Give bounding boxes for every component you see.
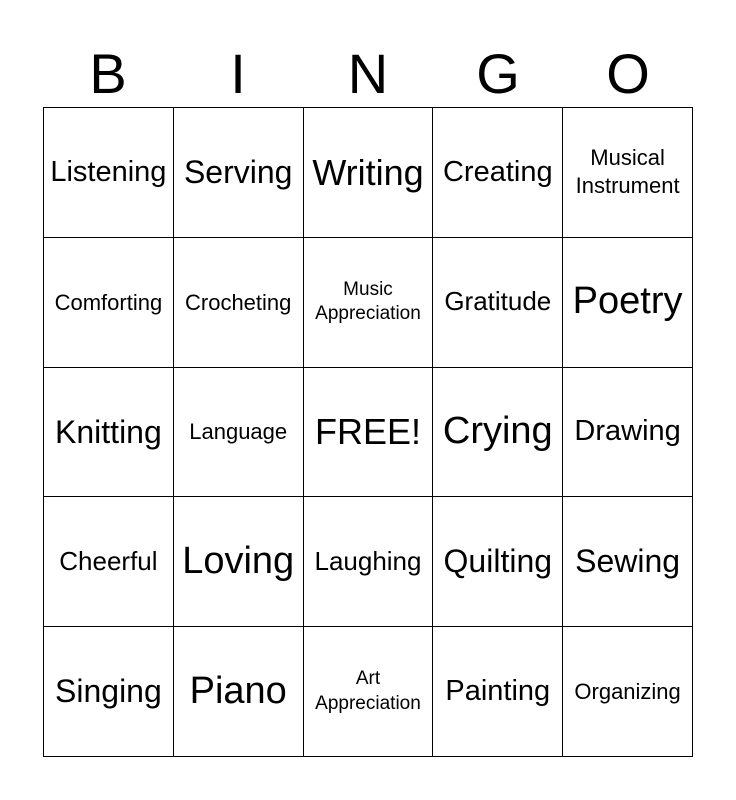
cell-label: Organizing [574,678,681,704]
cell-label: Music Appreciation [315,278,421,325]
bingo-cell [44,238,174,368]
bingo-cell [433,497,563,627]
bingo-cell [563,627,693,757]
bingo-cell [563,497,693,627]
bingo-cell [304,497,434,627]
bingo-cell [44,497,174,627]
bingo-cell [433,108,563,238]
cell-label: Laughing [314,545,422,576]
header-letter-n: N [347,42,389,105]
cell-label: Drawing [574,415,681,448]
bingo-cell [174,627,304,757]
header-letter-b: B [89,42,127,105]
header-letter-g: G [476,42,520,105]
bingo-cell [304,368,434,498]
bingo-cell [44,108,174,238]
bingo-cell [304,108,434,238]
cell-label: Crocheting [185,289,292,315]
bingo-cell [304,238,434,368]
bingo-cell [563,368,693,498]
bingo-cell [44,368,174,498]
cell-label: Musical Instrument [575,144,680,199]
bingo-cell [433,238,563,368]
cell-label: Comforting [54,289,163,315]
cell-label: Writing [312,151,424,193]
cell-label: Gratitude [444,286,552,317]
bingo-header [43,40,693,108]
cell-label: Painting [445,674,551,707]
cell-label: Serving [183,154,293,190]
cell-label: Creating [442,155,553,188]
bingo-cell [433,368,563,498]
bingo-cell [44,627,174,757]
bingo-cell [174,497,304,627]
cell-label: Art Appreciation [315,667,421,714]
cell-label: Sewing [575,543,681,580]
bingo-cell [174,238,304,368]
cell-label: Loving [182,539,295,582]
cell-label: Listening [50,155,167,188]
header-letter-i: I [230,42,246,105]
header-letter-o: O [606,42,650,105]
bingo-cell [433,627,563,757]
bingo-cell [563,238,693,368]
cell-label: Quilting [443,543,553,580]
cell-label: Cheerful [59,545,158,576]
cell-label: Singing [55,673,162,710]
bingo-cell [174,368,304,498]
cell-label: Knitting [55,413,162,450]
cell-label: Poetry [572,280,683,323]
bingo-cell [563,108,693,238]
cell-label: Language [189,419,288,445]
cell-label: Crying [442,410,553,453]
bingo-cell [174,108,304,238]
bingo-grid [43,107,693,757]
cell-label: FREE! [314,411,421,453]
cell-label: Piano [189,669,287,712]
bingo-cell [304,627,434,757]
